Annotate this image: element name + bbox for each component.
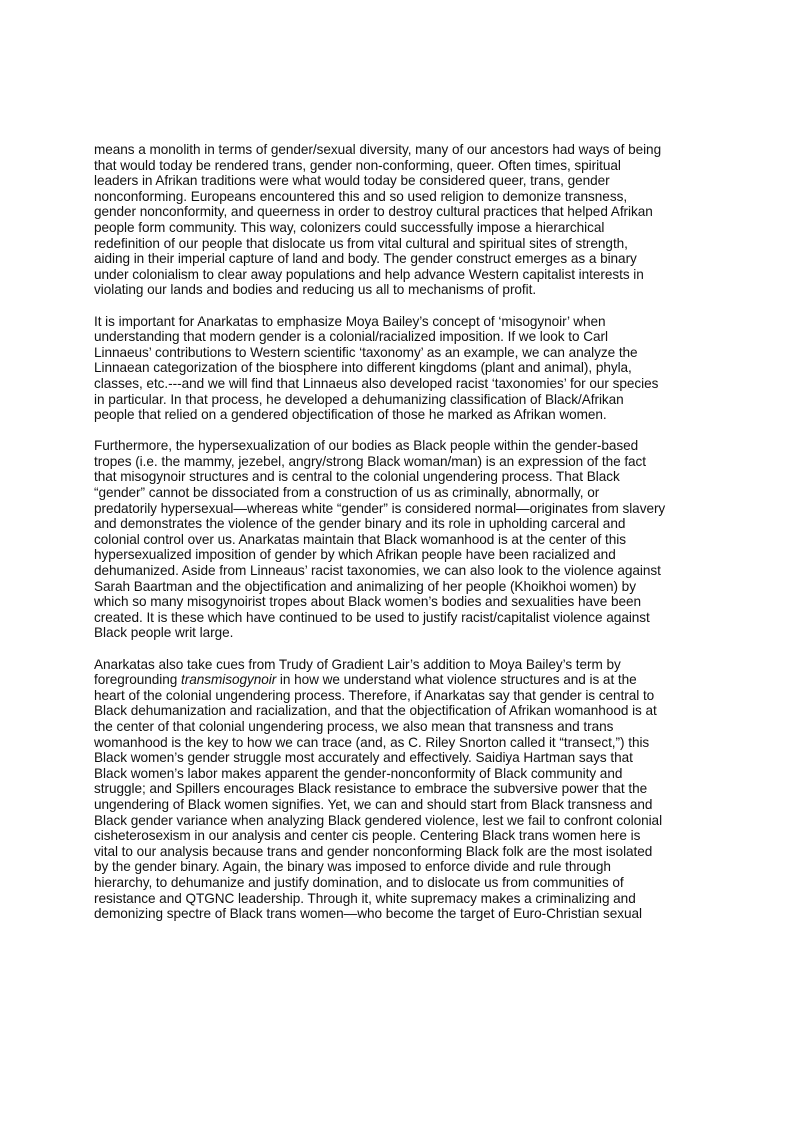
text-line: Linnaeus’ contributions to Western scientific ‘taxonomy’ as an example, we can analyze the (94, 344, 638, 360)
text-line: predatorily hypersexual—whereas white “gender” is considered normal—originates from slavery (94, 500, 666, 516)
text-line: that misogynoir structures and is central to the colonial ungendering process. That Black (94, 469, 620, 485)
paragraph-4 (94, 657, 704, 922)
text-line: Black women’s gender struggle most accurately and effectively. Saidiya Hartman says that (94, 750, 633, 766)
text-line: “gender” cannot be dissociated from a construction of us as criminally, abnormally, or (94, 485, 600, 501)
document-body (94, 142, 704, 937)
text-line: ungendering of Black women signifies. Yet, we can and should start from Black transness and (94, 796, 653, 812)
text-line: It is important for Anarkatas to emphasize Moya Bailey’s concept of ‘misogynoir’ when (94, 313, 606, 329)
text-line: Sarah Baartman and the objectification and animalizing of her people (Khoikhoi women) by (94, 578, 636, 594)
text-line-suffix: in how we understand what violence structures and is at the (276, 672, 637, 688)
text-line: by the gender binary. Again, the binary was imposed to enforce divide and rule through (94, 859, 611, 875)
text-line: the center of that colonial ungendering process, we also mean that transness and trans (94, 718, 614, 734)
text-line: aiding in their imperial capture of land and body. The gender construct emerges as a binary (94, 251, 637, 267)
text-line: and demonstrates the violence of the gender binary and its role in upholding carceral and (94, 516, 626, 532)
text-line: vital to our analysis because trans and gender nonconforming Black folk are the most isolated (94, 843, 653, 859)
text-line (94, 672, 704, 688)
text-line: which so many misogynoirist tropes about Black women’s bodies and sexualities have been (94, 594, 642, 610)
text-line: Black people writ large. (94, 625, 234, 641)
text-line: Black gender variance when analyzing Black gendered violence, lest we fail to confront colonial (94, 812, 663, 828)
text-line: violating our lands and bodies and reducing us all to mechanisms of profit. (94, 282, 537, 298)
text-line: Black dehumanization and racialization, and that the objectification of Afrikan womanhood is at (94, 703, 657, 719)
text-line: that would today be rendered trans, gender non-conforming, queer. Often times, spiritual (94, 157, 621, 173)
text-line: classes, etc.---and we will find that Linnaeus also developed racist ‘taxonomies’ for our species (94, 375, 659, 391)
text-line: womanhood is the key to how we can trace (and, as C. Riley Snorton called it “transect,”) this (94, 734, 650, 750)
text-line: Linnaean categorization of the biosphere into different kingdoms (plant and animal), phyla, (94, 360, 632, 376)
text-line: colonial control over us. Anarkatas maintain that Black womanhood is at the center of this (94, 531, 626, 547)
text-line: cisheterosexism in our analysis and center cis people. Centering Black trans women here is (94, 828, 641, 844)
text-line: dehumanized. Aside from Linneaus’ racist taxonomies, we can also look to the violence against (94, 563, 661, 579)
text-line: heart of the colonial ungendering process. Therefore, if Anarkatas say that gender is central to (94, 687, 655, 703)
text-line: hypersexualized imposition of gender by which Afrikan people have been racialized and (94, 547, 616, 563)
text-line: means a monolith in terms of gender/sexual diversity, many of our ancestors had ways of being (94, 142, 662, 157)
text-line: demonizing spectre of Black trans women—who become the target of Euro-Christian sexual (94, 906, 643, 922)
text-line: people form community. This way, colonizers could successfully impose a hierarchical (94, 219, 605, 235)
text-line-prefix: foregrounding (94, 672, 181, 688)
text-line: tropes (i.e. the mammy, jezebel, angry/strong Black woman/man) is an expression of the fact (94, 453, 647, 469)
text-line: nonconforming. Europeans encountered this and so used religion to demonize transness, (94, 188, 628, 204)
text-line: struggle; and Spillers encourages Black resistance to embrace the subversive power that the (94, 781, 648, 797)
text-line: resistance and QTGNC leadership. Through it, white supremacy makes a criminalizing and (94, 890, 636, 906)
text-line: understanding that modern gender is a colonial/racialized imposition. If we look to Carl (94, 329, 608, 345)
text-line: Black women’s labor makes apparent the gender-nonconformity of Black community and (94, 765, 623, 781)
text-line: Furthermore, the hypersexualization of our bodies as Black people within the gender-based (94, 438, 639, 454)
text-line: hierarchy, to dehumanize and justify domination, and to dislocate us from communities of (94, 874, 624, 890)
text-line: in particular. In that process, he developed a dehumanizing classification of Black/Afrikan (94, 391, 624, 407)
text-line: leaders in Afrikan traditions were what would today be considered queer, trans, gender (94, 173, 610, 189)
text-line: redefinition of our people that dislocate us from vital cultural and spiritual sites of strength, (94, 235, 628, 251)
text-line: gender nonconformity, and queerness in order to destroy cultural practices that helped Afrikan (94, 204, 653, 220)
paragraph-2 (94, 314, 704, 423)
emphasized-term: transmisogynoir (180, 672, 277, 688)
text-line: people that relied on a gendered objectification of those he marked as Afrikan women. (94, 407, 607, 423)
text-line: created. It is these which have continued to be used to justify racist/capitalist violence against (94, 609, 650, 625)
text-line: under colonialism to clear away populations and help advance Western capitalist interests in (94, 266, 644, 282)
paragraph-3 (94, 438, 704, 641)
paragraph-1 (94, 142, 704, 298)
text-line: Anarkatas also take cues from Trudy of Gradient Lair’s addition to Moya Bailey’s term by (94, 656, 621, 672)
